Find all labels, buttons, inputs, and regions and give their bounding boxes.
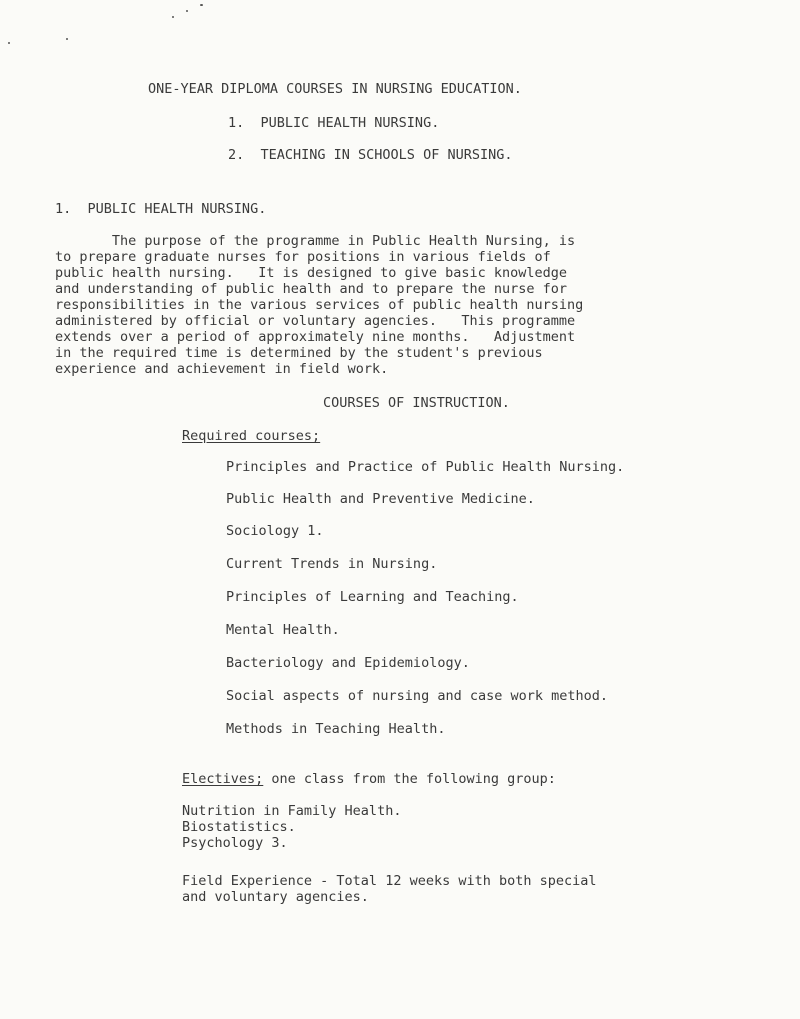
field-experience-line: and voluntary agencies. <box>182 889 369 905</box>
scan-speck <box>66 38 68 40</box>
list-item: Principles of Learning and Teaching. <box>226 589 519 605</box>
list-item: Current Trends in Nursing. <box>226 556 438 572</box>
paragraph-line: extends over a period of approximately nine months. Adjustment <box>55 329 576 345</box>
list-item: Social aspects of nursing and case work method. <box>226 688 609 704</box>
paragraph-line: to prepare graduate nurses for positions in various fields of <box>55 249 551 265</box>
electives-line <box>182 771 556 787</box>
section-heading: 1. PUBLIC HEALTH NURSING. <box>55 201 267 217</box>
list-item: Mental Health. <box>226 622 340 638</box>
paragraph-line: experience and achievement in field work. <box>55 361 389 377</box>
document-title: ONE-YEAR DIPLOMA COURSES IN NURSING EDUCATION. <box>148 81 522 97</box>
scan-speck <box>200 4 203 6</box>
list-item: Bacteriology and Epidemiology. <box>226 655 470 671</box>
field-experience-line: Field Experience - Total 12 weeks with both special <box>182 873 597 889</box>
list-item: Biostatistics. <box>182 819 296 835</box>
electives-label: Electives; <box>182 771 264 787</box>
paragraph-line: administered by official or voluntary agencies. This programme <box>55 313 576 329</box>
list-item: Psychology 3. <box>182 835 288 851</box>
header-item-teaching: 2. TEACHING IN SCHOOLS OF NURSING. <box>228 147 513 163</box>
paragraph-line: public health nursing. It is designed to give basic knowledge <box>55 265 568 281</box>
paragraph-line: and understanding of public health and to prepare the nurse for <box>55 281 568 297</box>
paragraph-line: The purpose of the programme in Public Health Nursing, is <box>55 233 576 249</box>
scan-speck <box>8 42 10 44</box>
list-item: Principles and Practice of Public Health Nursing. <box>226 459 625 475</box>
list-item: Nutrition in Family Health. <box>182 803 402 819</box>
paragraph-line: in the required time is determined by the student's previous <box>55 345 543 361</box>
list-item: Sociology 1. <box>226 523 324 539</box>
paragraph-line: responsibilities in the various services of public health nursing <box>55 297 584 313</box>
list-item: Methods in Teaching Health. <box>226 721 446 737</box>
scan-speck <box>172 16 174 18</box>
electives-intro: one class from the following group: <box>263 771 556 787</box>
courses-heading: COURSES OF INSTRUCTION. <box>323 395 510 411</box>
required-courses-label: Required courses; <box>182 428 321 444</box>
header-item-public-health: 1. PUBLIC HEALTH NURSING. <box>228 115 440 131</box>
scan-speck <box>186 10 188 12</box>
list-item: Public Health and Preventive Medicine. <box>226 491 535 507</box>
